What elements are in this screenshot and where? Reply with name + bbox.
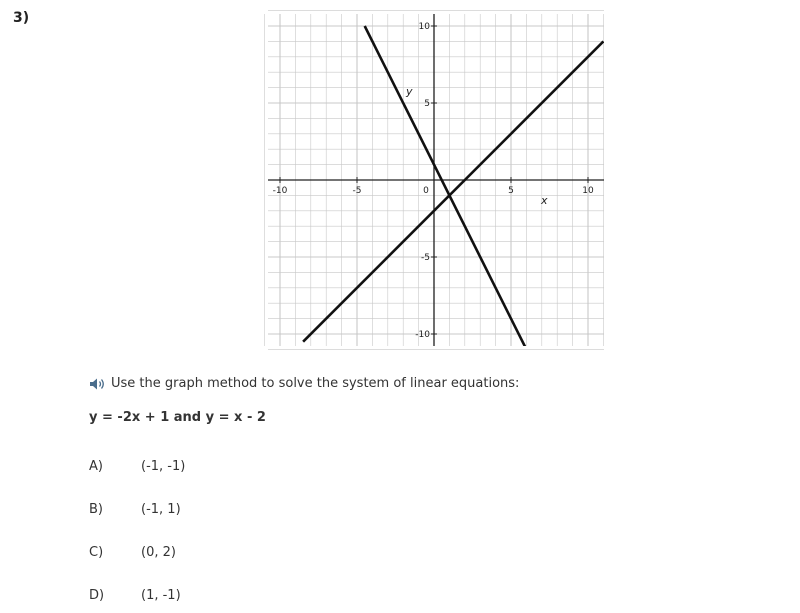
- series-line-2: [303, 41, 603, 341]
- x-tick-label: 10: [582, 186, 594, 196]
- choice-c[interactable]: [89, 545, 176, 560]
- choice-letter: A): [89, 459, 103, 474]
- choice-text: (1, -1): [141, 588, 181, 603]
- y-tick-label: 5: [424, 99, 430, 109]
- instructions: [89, 376, 519, 391]
- tick-labels: [273, 22, 594, 340]
- x-tick-label: -10: [272, 186, 288, 196]
- x-tick-label: 5: [508, 186, 514, 196]
- x-axis-label: x: [541, 194, 548, 207]
- x-tick-label: -5: [352, 186, 362, 196]
- series-lines: [303, 26, 603, 360]
- equation: y = -2x + 1 and y = x - 2: [89, 410, 266, 425]
- y-tick-label: 10: [418, 22, 430, 32]
- y-tick-label: -10: [415, 330, 430, 340]
- choice-letter: D): [89, 588, 105, 603]
- choice-d[interactable]: [89, 588, 181, 603]
- x-tick-label: 0: [423, 186, 429, 196]
- choice-text: (-1, -1): [141, 459, 186, 474]
- prompt-text: Use the graph method to solve the system of linear equations:: [111, 376, 520, 391]
- y-tick-label: -5: [421, 253, 430, 263]
- choice-a[interactable]: [89, 459, 185, 474]
- choice-text: (-1, 1): [141, 502, 181, 517]
- question-number: 3): [13, 10, 30, 26]
- choice-b[interactable]: [89, 502, 181, 517]
- axes: [268, 14, 604, 346]
- y-axis-label: y: [406, 85, 413, 98]
- choice-letter: B): [89, 502, 103, 517]
- choice-letter: C): [89, 545, 104, 560]
- choice-text: (0, 2): [141, 545, 176, 560]
- speaker-icon[interactable]: [89, 377, 109, 391]
